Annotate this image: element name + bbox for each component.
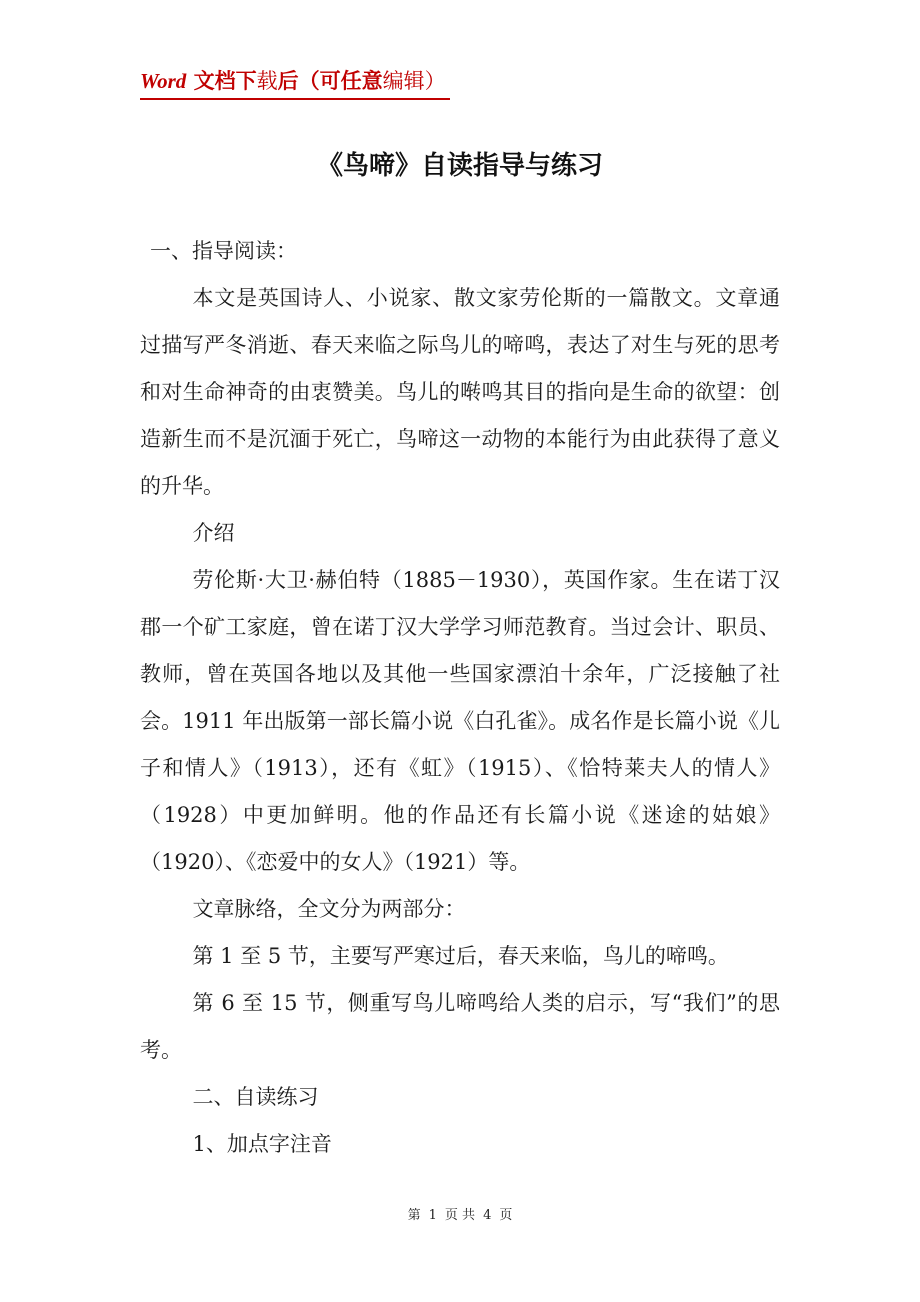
document-title: 《鸟啼》自读指导与练习	[316, 151, 603, 181]
footer-prefix: 第	[407, 1208, 421, 1223]
page-footer	[0, 1206, 920, 1226]
banner-text-bold: 文档下	[186, 69, 257, 93]
footer-page-number: 1	[428, 1208, 437, 1223]
paragraph-structure: 文章脉络，全文分为两部分：	[192, 897, 466, 921]
section-heading-guided-reading: 一、指导阅读：	[150, 239, 297, 263]
footer-mid: 页 共	[444, 1208, 476, 1223]
banner-text-bold-2: 后（可任意	[277, 69, 383, 93]
exercise-item-1: 1、加点字注音	[192, 1132, 332, 1156]
banner-word: Word	[140, 69, 187, 93]
paragraph-part-two: 第 6 至 15 节，侧重写鸟儿啼鸣给人类的启示，写“我们”的思考。	[140, 991, 780, 1062]
paragraph-part-one: 第 1 至 5 节，主要写严寒过后，春天来临，鸟儿的啼鸣。	[192, 944, 729, 968]
paragraph-author-bio: 劳伦斯·大卫·赫伯特（1885－1930），英国作家。生在诺丁汉郡一个矿工家庭，曾在诺丁汉大学学习师范教育。当过会计、职员、教师，曾在英国各地以及其他一些国家漂泊十余年，广泛接触了社会。1911 年出版第一部长篇小说《白孔雀》。成名作是长篇小说《儿子和情人》（1913），还有《虹》（1915）、《恰特莱夫人的情人》（1928）中更加鲜明。他的作品还有长篇小说《迷途的姑娘》（1920）、《恋爱中的女人》（1921）等。	[140, 568, 780, 874]
banner-text-normal-2: 编辑）	[382, 69, 446, 93]
paragraph-label-introduction: 介绍	[192, 521, 235, 545]
document-body	[140, 228, 780, 1168]
download-banner[interactable]	[140, 66, 450, 100]
section-heading-self-practice: 二、自读练习	[192, 1085, 319, 1109]
paragraph-intro: 本文是英国诗人、小说家、散文家劳伦斯的一篇散文。文章通过描写严冬消逝、春天来临之际鸟儿的啼鸣，表达了对生与死的思考和对生命神奇的由衷赞美。鸟儿的啭鸣其目的指向是生命的欲望：创造新生而不是沉湎于死亡，鸟啼这一动物的本能行为由此获得了意义的升华。	[140, 286, 780, 498]
footer-total-pages: 4	[483, 1208, 492, 1223]
banner-text-normal: 载	[256, 69, 278, 93]
footer-suffix: 页	[499, 1208, 513, 1223]
